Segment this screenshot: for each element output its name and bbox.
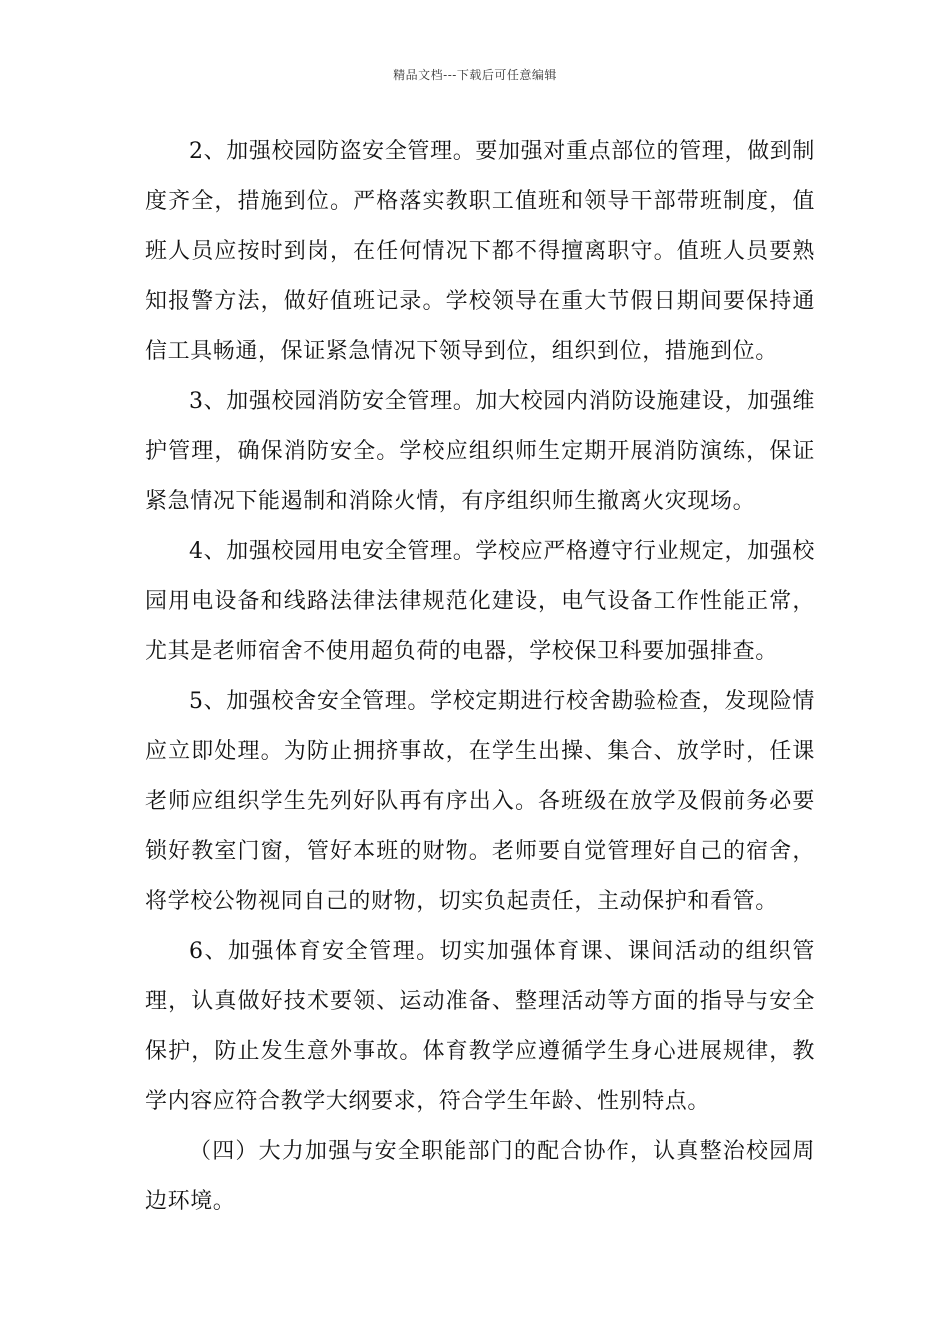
paragraph-fire-safety: 3、加强校园消防安全管理。加大校园内消防设施建设，加强维护管理，确保消防安全。学校应组织师生定期开展消防演练，保证紧急情况下能遏制和消除火情，有序组织师生撤离火灾现场。 [145, 389, 815, 514]
paragraph-theft-prevention: 2、加强校园防盗安全管理。要加强对重点部位的管理，做到制度齐全，措施到位。严格落实教职工值班和领导干部带班制度，值班人员应按时到岗，在任何情况下都不得擅离职守。值班人员要熟知报警方法，做好值班记录。学校领导在重大节假日期间要保持通信工具畅通，保证紧急情况下领导到位，组织到位，措施到位。 [145, 139, 815, 364]
paragraph-electrical-safety: 4、加强校园用电安全管理。学校应严格遵守行业规定，加强校园用电设备和线路法律法律规范化建设，电气设备工作性能正常，尤其是老师宿舍不使用超负荷的电器，学校保卫科要加强排查。 [145, 539, 815, 664]
paragraph-sports-safety: 6、加强体育安全管理。切实加强体育课、课间活动的组织管理，认真做好技术要领、运动准备、整理活动等方面的指导与安全保护，防止发生意外事故。体育教学应遵循学生身心进展规律，教学内容应符合教学大纲要求，符合学生年龄、性别特点。 [145, 939, 815, 1114]
paragraph-dormitory-safety: 5、加强校舍安全管理。学校定期进行校舍勘验检查，发现险情应立即处理。为防止拥挤事故，在学生出操、集合、放学时，任课老师应组织学生先列好队再有序出入。各班级在放学及假前务必要锁好教室门窗，管好本班的财物。老师要自觉管理好自己的宿舍，将学校公物视同自己的财物，切实负起责任，主动保护和看管。 [145, 689, 815, 914]
document-body [145, 127, 815, 1227]
page-header: 精品文档---下载后可任意编辑 [393, 68, 557, 82]
paragraph-section-four: （四）大力加强与安全职能部门的配合协作，认真整治校园周边环境。 [145, 1139, 815, 1214]
